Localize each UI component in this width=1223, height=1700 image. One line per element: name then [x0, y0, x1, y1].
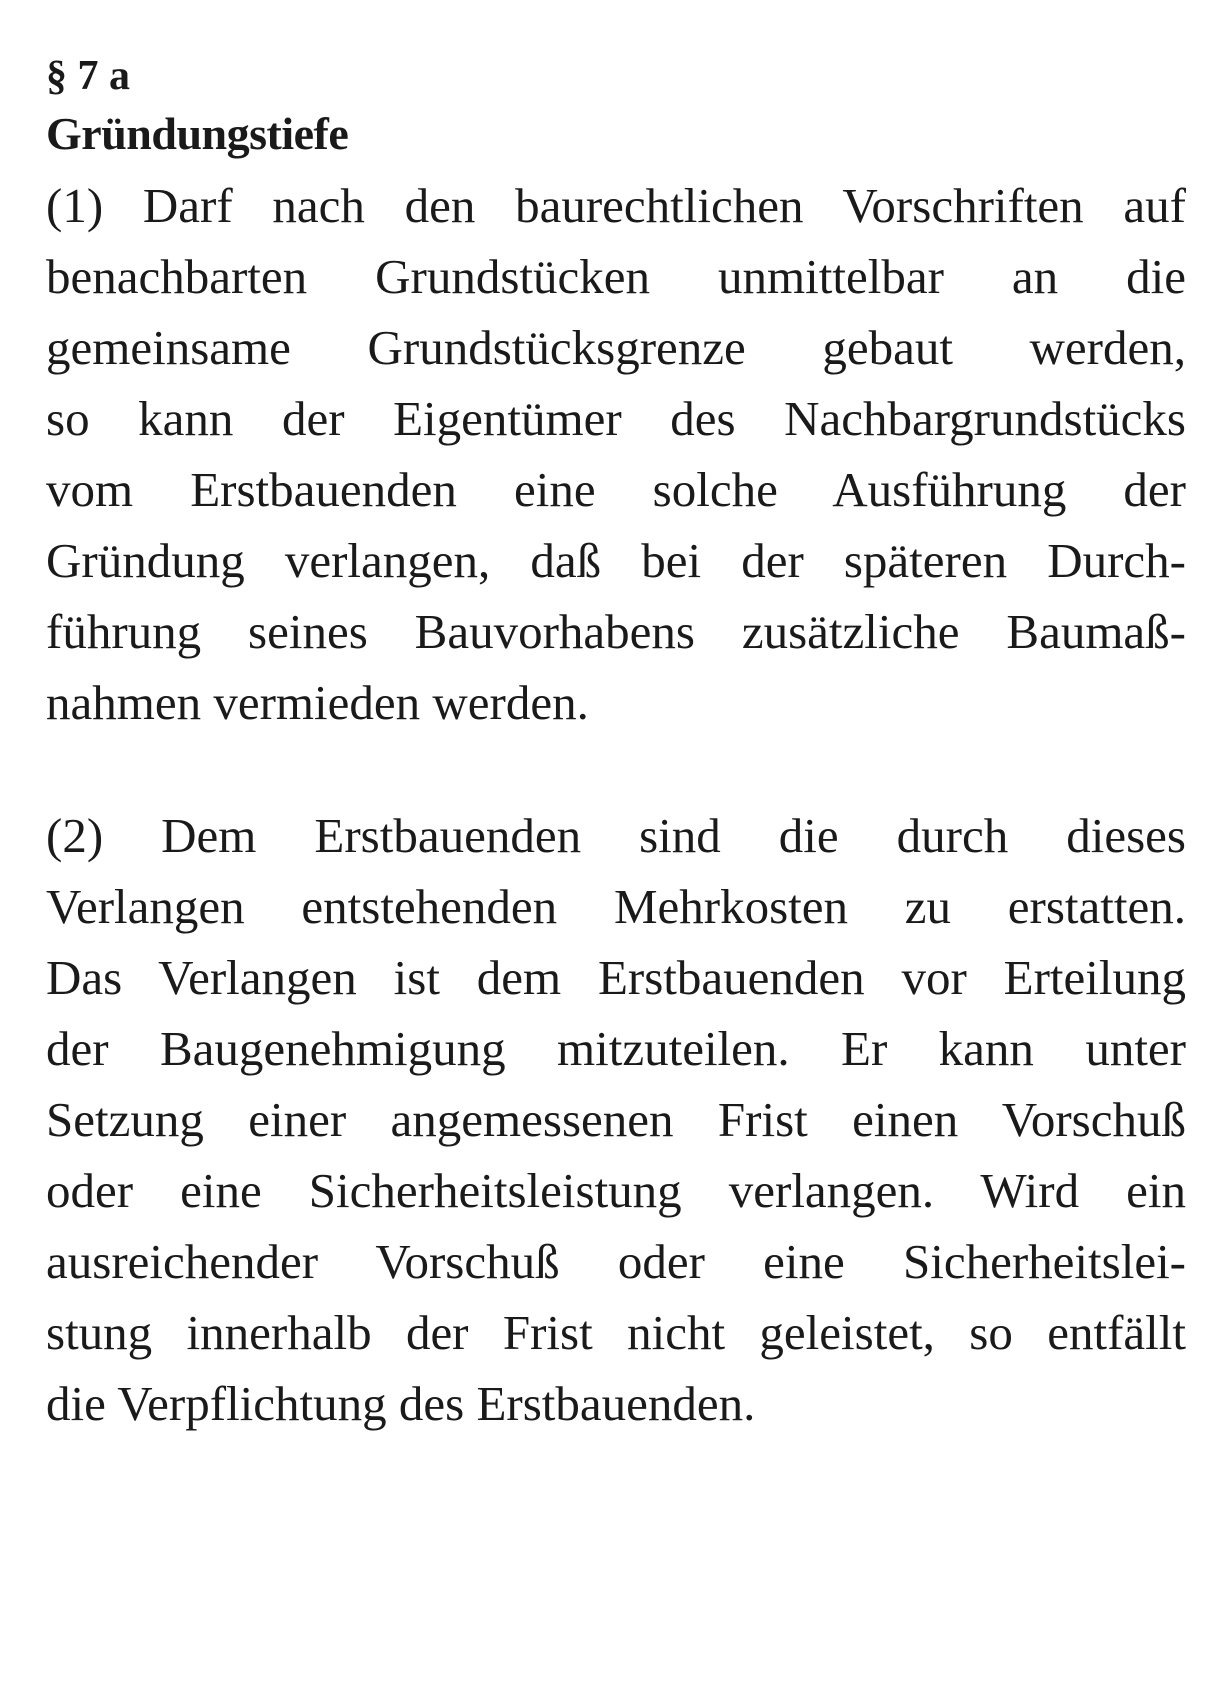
- paragraph-line: führung seines Bauvorhabens zusätzliche Baumaß-: [46, 604, 1186, 659]
- paragraph-line: die Verpflichtung des Erstbauenden.: [46, 1376, 756, 1431]
- section-number: § 7 a: [46, 53, 130, 99]
- paragraph-line: (1) Darf nach den baurechtlichen Vorschriften auf: [46, 178, 1186, 233]
- section-title: Gründungstiefe: [46, 108, 349, 159]
- paragraph-line: (2) Dem Erstbauenden sind die durch dieses: [46, 808, 1186, 863]
- paragraph-line: benachbarten Grundstücken unmittelbar an die: [46, 249, 1186, 304]
- paragraph-line: der Baugenehmigung mitzuteilen. Er kann unter: [46, 1021, 1186, 1076]
- paragraph-line: vom Erstbauenden eine solche Ausführung der: [46, 462, 1186, 517]
- paragraph-1: [46, 170, 1186, 738]
- paragraph-line: so kann der Eigentümer des Nachbargrundstücks: [46, 391, 1186, 446]
- paragraph-line: Verlangen entstehenden Mehrkosten zu erstatten.: [46, 879, 1186, 934]
- paragraph-line: stung innerhalb der Frist nicht geleistet, so entfällt: [46, 1305, 1186, 1360]
- paragraph-line: Das Verlangen ist dem Erstbauenden vor Erteilung: [46, 950, 1186, 1005]
- paragraph-line: gemeinsame Grundstücksgrenze gebaut werden,: [46, 320, 1186, 375]
- document-page: [46, 48, 1186, 1439]
- paragraph-line: oder eine Sicherheitsleistung verlangen. Wird ein: [46, 1163, 1186, 1218]
- paragraph-line: Setzung einer angemessenen Frist einen Vorschuß: [46, 1092, 1186, 1147]
- paragraph-line: nahmen vermieden werden.: [46, 675, 589, 730]
- paragraph-line: Gründung verlangen, daß bei der späteren Durch-: [46, 533, 1186, 588]
- paragraph-2: [46, 800, 1186, 1439]
- paragraph-line: ausreichender Vorschuß oder eine Sicherheitslei-: [46, 1234, 1186, 1289]
